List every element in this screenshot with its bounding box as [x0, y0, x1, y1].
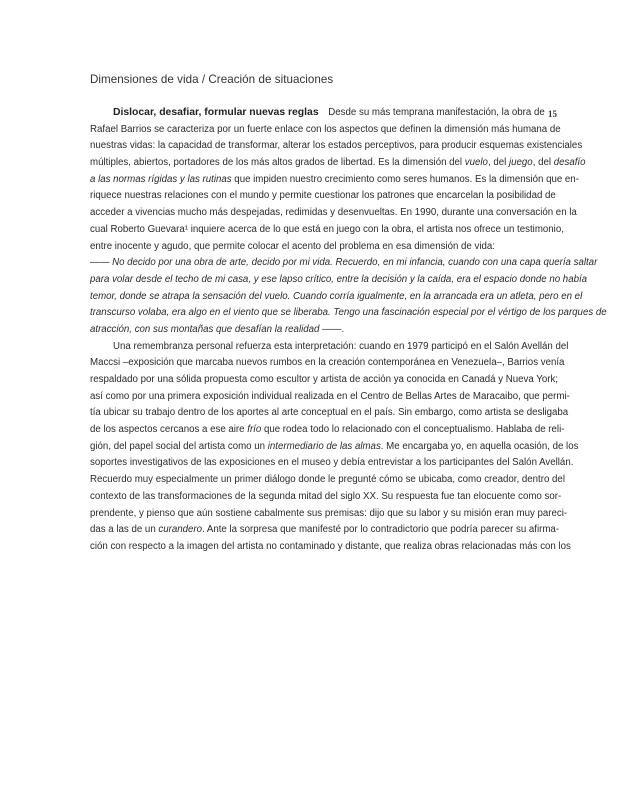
text-line	[90, 389, 570, 406]
text-line	[90, 155, 586, 172]
text-line	[90, 322, 538, 339]
text-line	[90, 122, 561, 139]
text-line	[90, 439, 579, 456]
text-line	[90, 205, 577, 222]
text-run: de los aspectos cercanos a ese aire	[90, 424, 248, 436]
text-run: soportes investigativos de las exposiciones en el museo y debía entrevistar a los participantes del Salón Avellán.	[90, 457, 574, 469]
text-line	[90, 239, 538, 256]
text-line	[90, 339, 569, 356]
italic-run: temor, donde se atrapa la sensación del vuelo. Cuando corría igualmente, en la arrancada era un atleta, pero en el	[90, 290, 583, 302]
text-run: ción con respecto a la imagen del artista no contaminado y distante, que realiza obras relacionadas más con los	[90, 540, 571, 552]
text-run: respaldado por una sólida propuesta como escultor y artista de acción ya conocida en Canadá y Nueva York;	[90, 374, 558, 385]
text-run: Desde su más temprana manifestación, la obra de	[328, 107, 545, 118]
italic-run: para volar desde el techo de mi casa, y ese lapso crítico, entre la decisión y la caída, era el espacio donde no había	[90, 273, 588, 285]
text-line	[90, 405, 569, 422]
text-run: Rafael Barrios se caracteriza por un fuerte enlace con los aspectos que definen la dimensión más humana de	[90, 123, 561, 135]
text-run: contexto de las transformaciones de la segunda mitad del siglo XX. Su respuesta fue tan elocuente como sor-	[90, 490, 562, 502]
text-line	[90, 289, 583, 306]
italic-run: juego	[508, 157, 533, 169]
text-line	[90, 305, 607, 322]
text-run: ——.	[319, 323, 345, 335]
text-line	[90, 455, 574, 472]
text-run: múltiples, abiertos, portadores de los más altos grados de libertad. Es la dimensión del	[90, 157, 465, 169]
text-run: riquece nuestras relaciones con el mundo y permite cuestionar los patrones que encarcelan la posibilidad de	[90, 190, 556, 202]
text-line	[90, 188, 556, 205]
italic-run: curandero	[158, 524, 203, 536]
text-line	[90, 255, 598, 272]
italic-run: frío	[247, 424, 262, 436]
text-line	[90, 355, 565, 372]
italic-run: intermediario de las almas	[267, 440, 381, 452]
text-run: ——	[90, 257, 113, 269]
text-run: Recuerdo muy especialmente un primer diálogo donde le pregunté cómo se ubicaba, como creador, dentro del	[90, 474, 565, 486]
text-run: , del	[487, 157, 509, 169]
page-number: 15	[548, 109, 557, 119]
running-header: Dimensiones de vida / Creación de situaciones	[90, 73, 334, 86]
text-run: cual Roberto Guevara¹ inquiere acerca de lo que está en juego con la obra, el artista nos ofrece un testimonio,	[90, 223, 564, 235]
text-run: Una remembranza personal refuerza esta interpretación: cuando en 1979 participó en el Salón Avellán del	[113, 340, 569, 352]
text-run: tía ubicar su trabajo dentro de los aportes al arte conceptual en el país. Sin embargo, como artista se desligaba	[90, 407, 569, 419]
text-run: gión, del papel social del artista como un	[90, 440, 268, 452]
text-line	[90, 539, 571, 556]
text-line	[90, 272, 588, 289]
text-line	[90, 472, 565, 489]
italic-run: a las normas rígidas y las rutinas	[90, 173, 232, 185]
italic-run: vuelo	[464, 157, 488, 169]
text-run: que rodea todo lo relacionado con el conceptualismo. Hablaba de reli-	[261, 424, 565, 436]
italic-run: desafío	[553, 157, 586, 169]
text-run: nuestras vidas: la capacidad de transformar, alterar los estados perceptivos, para producir esquemas existenciales	[90, 140, 583, 152]
text-line	[90, 172, 579, 189]
text-line	[90, 372, 558, 389]
text-line	[90, 422, 565, 439]
text-run: entre inocente y agudo, que permite colocar el acento del problema en esa dimensión de vida:	[90, 240, 495, 252]
text-run: prendente, y pienso que aún sostiene cabalmente sus premisas: dijo que su labor y su misión eran muy pareci-	[90, 507, 568, 519]
text-run: , del	[532, 157, 554, 169]
text-run: que impiden nuestro crecimiento como seres humanos. Es la dimensión que en-	[231, 173, 579, 185]
italic-run: atracción, con sus montañas que desafían la realidad	[90, 323, 320, 335]
text-line	[90, 522, 560, 539]
text-line	[90, 105, 545, 122]
text-run: acceder a vivencias mucho más despejadas, redimidas y desenvueltas. En 1990, durante una conversación en la	[90, 207, 577, 219]
text-line	[90, 222, 564, 239]
italic-run: transcurso volaba, era algo en el viento que se liberaba. Tengo una fascinación especial por el vértigo de los parques de	[90, 307, 607, 319]
text-line	[90, 138, 583, 155]
text-run: . Me encargaba yo, en aquella ocasión, de los	[380, 440, 579, 452]
text-line	[90, 489, 562, 506]
text-run: así como por una primera exposición individual realizada en el Centro de Bellas Artes de Maracaibo, que permi-	[90, 390, 570, 402]
text-run: . Ante la sorpresa que manifesté por lo contradictorio que podría parecer su afirma-	[202, 524, 560, 536]
text-run: das a las de un	[90, 524, 159, 536]
section-heading: Dislocar, desafiar, formular nuevas reglas	[113, 107, 319, 118]
text-run: Maccsi –exposición que marcaba nuevos rumbos en la creación contemporánea en Venezuela–, Barrios venía	[90, 357, 565, 369]
italic-run: No decido por una obra de arte, decido por mi vida. Recuerdo, en mi infancia, cuando con una capa quería saltar	[112, 257, 598, 269]
text-line	[90, 506, 568, 523]
